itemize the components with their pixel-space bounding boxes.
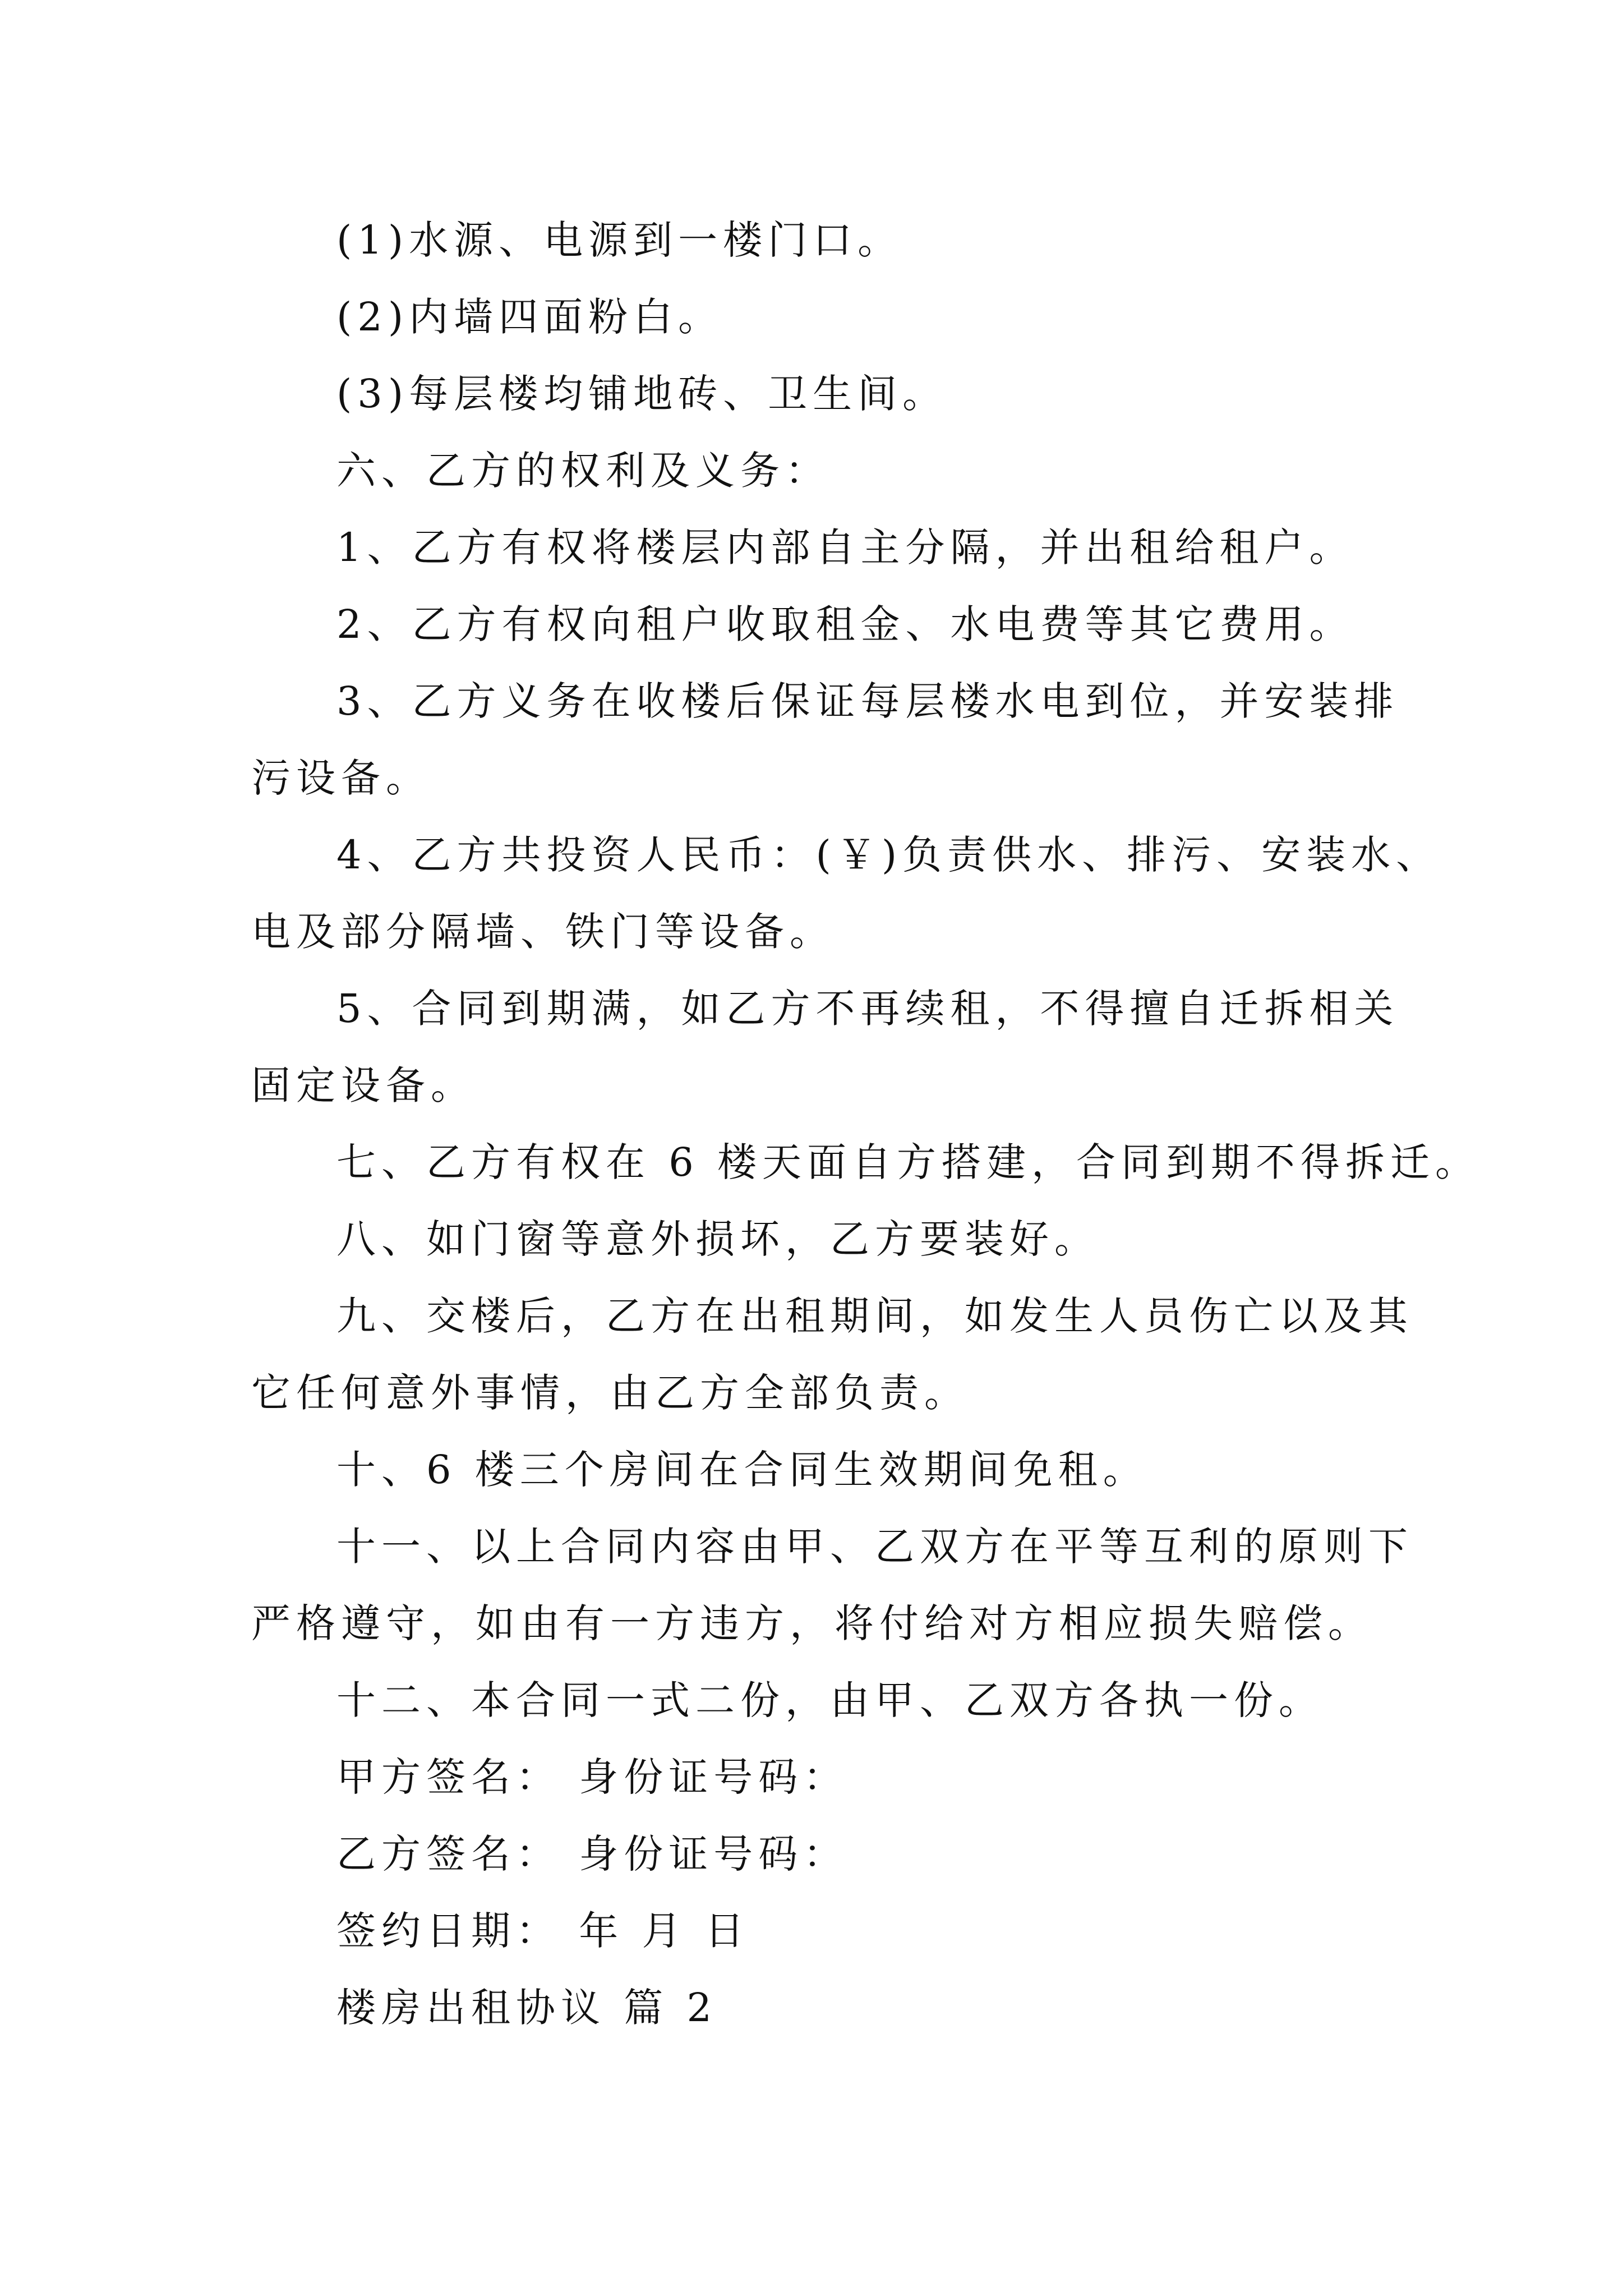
clause-12: 十二、本合同一式二份，由甲、乙双方各执一份。 [336, 1677, 1324, 1723]
next-agreement-title: 楼房出租协议 篇 2 [336, 1985, 718, 2031]
text-line-8: 污设备。 [251, 755, 431, 801]
text-line-16: 它任何意外事情，由乙方全部负责。 [251, 1370, 969, 1416]
clause-9: 九、交楼后，乙方在出租期间，如发生人员伤亡以及其 [336, 1293, 1413, 1339]
text-line-7: 3、乙方义务在收楼后保证每层楼水电到位，并安装排 [336, 678, 1399, 724]
text-line-11: 5、合同到期满，如乙方不再续租，不得擅自迁拆相关 [336, 986, 1399, 1032]
clause-8: 八、如门窗等意外损坏，乙方要装好。 [336, 1216, 1099, 1262]
party-a-signature-line: 甲方签名： 身份证号码： [336, 1754, 849, 1800]
clause-10: 十、6 楼三个房间在合同生效期间免租。 [336, 1447, 1148, 1493]
clause-7: 七、乙方有权在 6 楼天面自方搭建，合同到期不得拆迁。 [336, 1139, 1481, 1185]
text-line-5: 1、乙方有权将楼层内部自主分隔，并出租给租户。 [336, 524, 1354, 570]
text-line-2: (2)内墙四面粉白。 [336, 294, 723, 340]
party-b-signature-line: 乙方签名： 身份证号码： [336, 1831, 849, 1877]
signing-date-line: 签约日期： 年 月 日 [336, 1908, 750, 1954]
document-body [251, 202, 1481, 2046]
clause-11: 十一、以上合同内容由甲、乙双方在平等互利的原则下 [336, 1524, 1413, 1570]
text-line-12: 固定设备。 [251, 1062, 476, 1108]
text-line-9: 4、乙方共投资人民币：(￥)负责供水、排污、安装水、 [336, 832, 1441, 878]
text-line-1: (1)水源、电源到一楼门口。 [336, 217, 903, 263]
text-line-3: (3)每层楼均铺地砖、卫生间。 [336, 371, 948, 417]
text-line-6: 2、乙方有权向租户收取租金、水电费等其它费用。 [336, 601, 1354, 647]
text-line-19: 严格遵守，如由有一方违方，将付给对方相应损失赔偿。 [251, 1600, 1373, 1646]
section-heading-6: 六、乙方的权利及义务： [336, 448, 830, 494]
text-line-10: 电及部分隔墙、铁门等设备。 [251, 909, 834, 955]
